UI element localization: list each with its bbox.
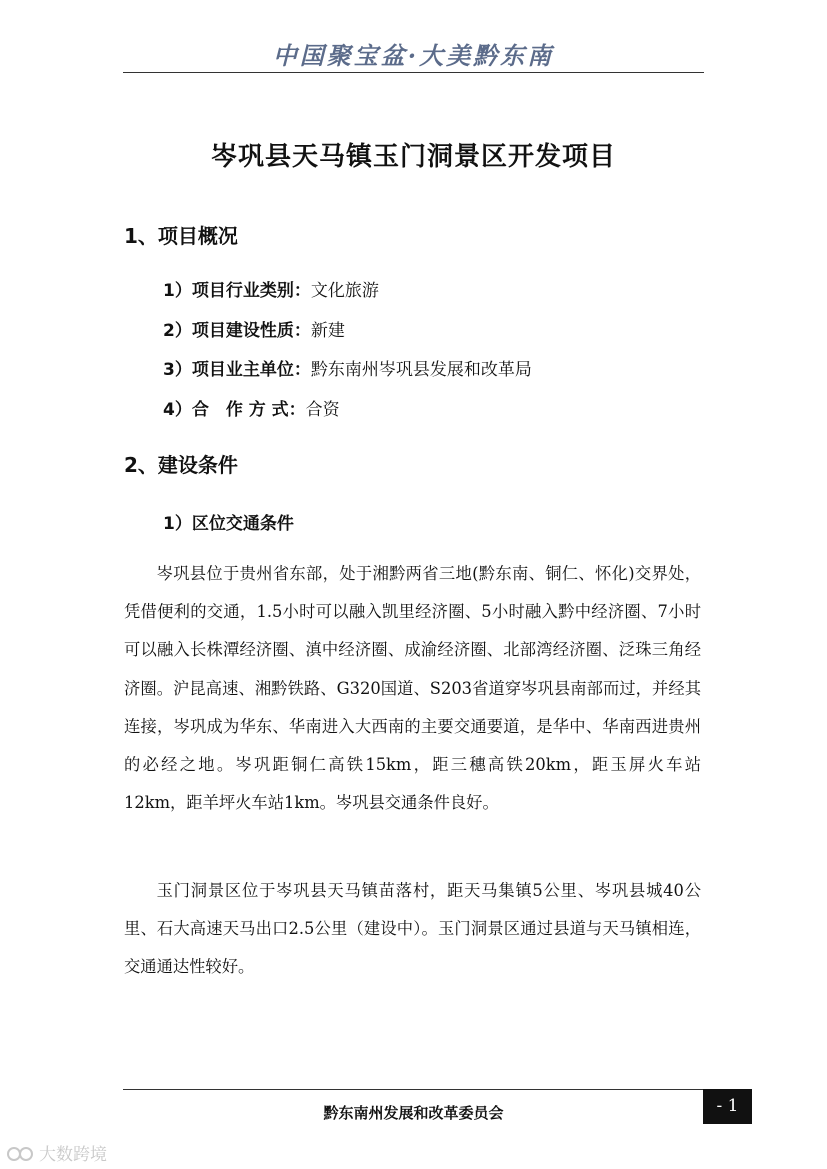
header-divider — [123, 72, 704, 73]
footer-divider — [123, 1089, 704, 1090]
paragraph-scenic-location: 玉门洞景区位于岑巩县天马镇苗落村，距天马集镇5公里、岑巩县城40公里、石大高速天马出口2.5公里（建设中）。玉门洞景区通过县道与天马镇相连，交通通达性较好。 — [124, 881, 701, 977]
field-row-nature — [163, 316, 345, 341]
field-label: 3）项目业主单位： — [163, 360, 311, 380]
field-value: 新建 — [310, 321, 345, 341]
field-row-cooperation — [163, 395, 340, 420]
field-label: 1）项目行业类别： — [163, 281, 311, 301]
field-label: 2）项目建设性质： — [163, 321, 311, 341]
subheading-location-traffic: 1）区位交通条件 — [163, 514, 294, 534]
watermark — [6, 1140, 107, 1165]
document-title: 岑巩县天马镇玉门洞景区开发项目 — [210, 142, 616, 172]
section-heading-conditions: 2、建设条件 — [124, 453, 238, 477]
field-label: 4）合 作 方 式： — [163, 400, 306, 420]
field-value: 文化旅游 — [310, 281, 379, 301]
watermark-text: 大数跨境 — [39, 1145, 107, 1165]
footer-organization: 黔东南州发展和改革委员会 — [323, 1104, 504, 1122]
field-value: 黔东南州岑巩县发展和改革局 — [310, 360, 532, 380]
watermark-logo-icon — [6, 1144, 36, 1162]
field-row-industry — [163, 276, 379, 301]
page-header-title: 中国聚宝盆·大美黔东南 — [272, 41, 555, 70]
field-value: 合资 — [305, 400, 340, 420]
page-number-badge: - 1 — [703, 1089, 752, 1124]
field-row-owner — [163, 355, 532, 380]
section-heading-overview: 1、项目概况 — [124, 224, 238, 248]
paragraph-traffic: 岑巩县位于贵州省东部，处于湘黔两省三地(黔东南、铜仁、怀化)交界处，凭借便利的交通，1.5小时可以融入凯里经济圈、5小时融入黔中经济圈、7小时可以融入长株潭经济圈、滇中经济圈、成渝经济圈、北部湾经济圈、泛珠三角经济圈。沪昆高速、湘黔铁路、G320国道、S203省道穿岑巩县南部而过，并经其连接，岑巩成为华东、华南进入大西南的主要交通要道，是华中、华南西进贵州的必经之地。岑巩距铜仁高铁15km，距三穗高铁20km，距玉屏火车站12km，距羊坪火车站1km。岑巩县交通条件良好。 — [124, 564, 701, 813]
